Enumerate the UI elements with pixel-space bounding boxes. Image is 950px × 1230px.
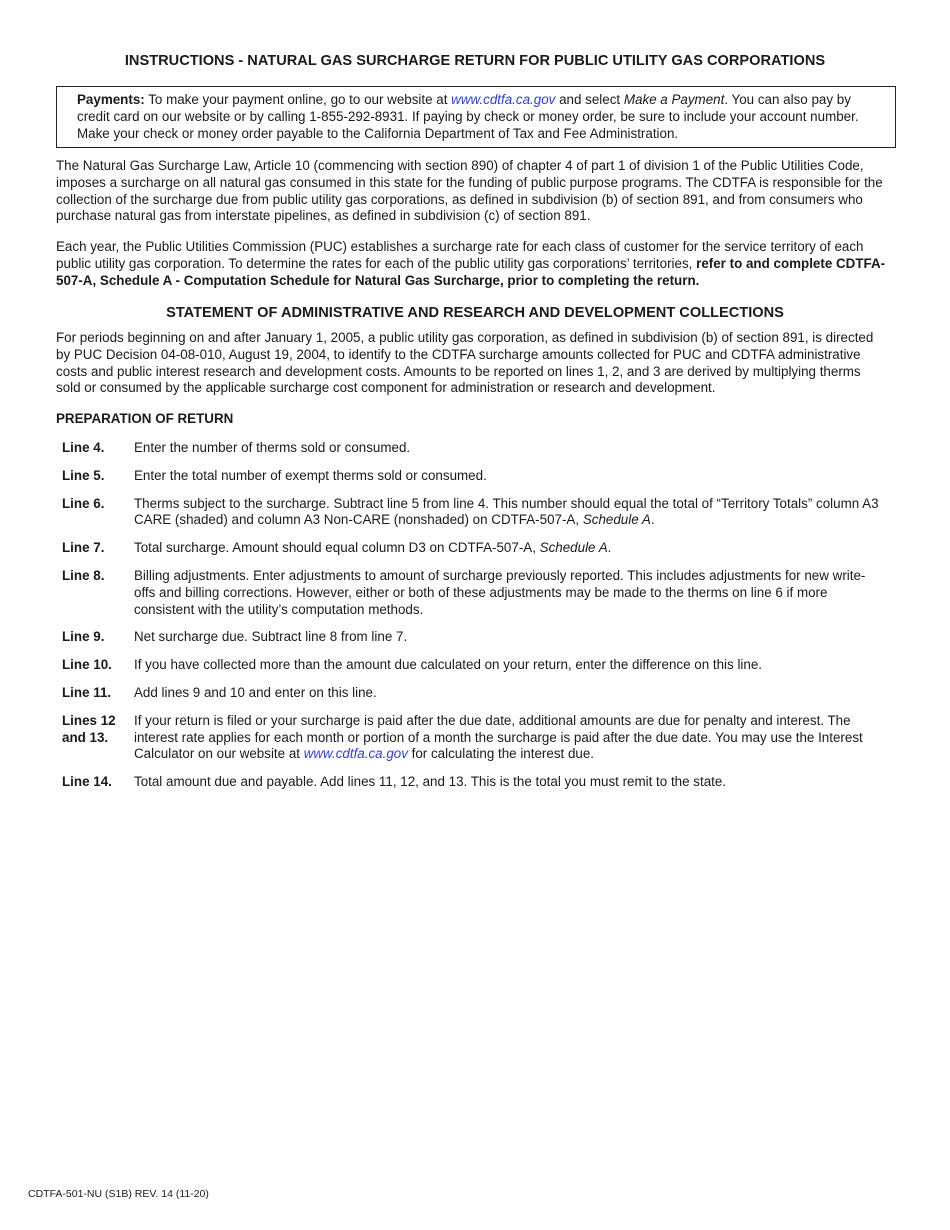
line-10-row (62, 657, 886, 674)
line-8-row (62, 568, 886, 618)
line-label: Line 8. (62, 567, 105, 583)
line-label: Line 4. (62, 440, 105, 455)
line-text: Net surcharge due. Subtract line 8 from line 7. (134, 629, 408, 645)
form-number-footer: CDTFA-501-NU (S1B) REV. 14 (11-20) (28, 1188, 209, 1200)
surcharge-law-paragraph: The Natural Gas Surcharge Law, Article 10 (commencing with section 890) of chapter 4 of part 1 of division 1 of the Public Utilities Code, imposes a surcharge on all natural gas consumed in this state for the funding of public purpose programs. The CDTFA is responsible for the collection of the surcharge due from public utility gas corporations, as defined in subdivision (b) of section 891, and from consumers who purchase natural gas from interstate pipelines, as defined in subdivision (c) of section 891. (56, 158, 883, 224)
line-text: Billing adjustments. Enter adjustments to amount of surcharge previously reported. This includes adjustments for new write-offs and billing corrections. However, either or both of these adjustments may be made to the therms on line 6 if more consistent with the utility’s computation methods. (134, 567, 866, 617)
payments-website-link[interactable]: www.cdtfa.ca.gov (451, 92, 556, 107)
line-6-row (62, 496, 886, 530)
line-14-row (62, 774, 886, 791)
puc-rate-paragraph (56, 239, 886, 289)
line-text: Enter the total number of exempt therms sold or consumed. (134, 467, 487, 483)
line-text: If you have collected more than the amount due calculated on your return, enter the difference on this line. (134, 657, 763, 673)
line-instructions (62, 440, 886, 802)
schedule-a-text: Schedule A (582, 512, 651, 528)
statement-paragraph: For periods beginning on and after January 1, 2005, a public utility gas corporation, as defined in subdivision (b) of section 891, is directed by PUC Decision 04-08-010, August 19, 2004, to identify to the CDTFA surcharge amounts collected for PUC and CDTFA administrative costs and public interest research and development costs. Amounts to be reported on lines 1, 2, and 3 are derived by multiplying therms sold or consumed by the applicable surcharge cost component for administration or research and development. (56, 330, 874, 396)
line-text (134, 540, 886, 557)
line-text (134, 713, 886, 763)
line-text: Enter the number of therms sold or consumed. (134, 440, 411, 455)
payments-box (56, 86, 896, 148)
payments-text-b: and select (555, 92, 624, 107)
line-9-row (62, 629, 886, 646)
lines-12-13-row (62, 713, 886, 763)
section-heading-statement: STATEMENT OF ADMINISTRATIVE AND RESEARCH AND DEVELOPMENT COLLECTIONS (166, 305, 784, 321)
line-7-row (62, 540, 886, 557)
schedule-a-text: Schedule A (539, 540, 608, 556)
line-label-b: and 13. (62, 729, 109, 745)
line-label: Line 11. (62, 684, 112, 700)
line-label: Line 6. (62, 495, 105, 511)
line-4-row (62, 440, 886, 457)
payments-text-a: To make your payment online, go to our website at (144, 92, 452, 107)
line-label: Line 9. (62, 629, 105, 645)
line-6-end: . (650, 512, 655, 528)
line-label: Line 7. (62, 540, 105, 556)
line-6-text: Therms subject to the surcharge. Subtract line 5 from line 4. This number should equal the total of “Territory Totals” column A3 CARE (shaded) and column A3 Non-CARE (nonshaded) on CDTFA-507-A, (134, 495, 879, 528)
line-5-row (62, 468, 886, 485)
line-7-end: . (607, 540, 612, 556)
page-title: INSTRUCTIONS - NATURAL GAS SURCHARGE RETURN FOR PUBLIC UTILITY GAS CORPORATIONS (124, 53, 826, 69)
line-label: Line 14. (62, 774, 112, 790)
line-11-row (62, 685, 886, 702)
puc-rate-text: Each year, the Public Utilities Commission (PUC) establishes a surcharge rate for each class of customer for the service territory of each public utility gas corporation. To determine the rates for each of the public utility gas corporations’ territories, (56, 239, 864, 271)
line-text: Add lines 9 and 10 and enter on this line. (134, 684, 377, 700)
line-label: Line 5. (62, 467, 105, 483)
line-label: Line 10. (62, 657, 112, 673)
line-label (62, 713, 134, 763)
lines-12-13-text: If your return is filed or your surcharge is paid after the due date, additional amounts are due for penalty and interest. The interest rate applies for each month or portion of a month the surcharge is paid after the due date. You may use the Interest Calculator on our website at (134, 712, 863, 762)
line-text: Total amount due and payable. Add lines 11, 12, and 13. This is the total you must remit to the state. (134, 774, 727, 790)
interest-calculator-link[interactable]: www.cdtfa.ca.gov (303, 746, 408, 762)
line-label-a: Lines 12 (62, 712, 116, 728)
line-7-text: Total surcharge. Amount should equal column D3 on CDTFA-507-A, (134, 540, 540, 556)
preparation-heading: PREPARATION OF RETURN (56, 411, 234, 426)
payments-text-c: . You can also pay by credit card on our website or by calling 1-855-292-8931. If paying by check or money order, be sure to include your account number. Make your check or money order payable to the California Department of Tax and Fee Administration. (77, 92, 859, 141)
line-text (134, 496, 886, 530)
make-a-payment-text: Make a Payment (623, 92, 725, 107)
lines-12-13-end: for calculating the interest due. (407, 746, 595, 762)
payments-label: Payments: (77, 92, 145, 107)
puc-rate-bold-text: refer to and complete CDTFA-507-A, Schedule A - Computation Schedule for Natural Gas Surcharge, prior to completing the return. (56, 255, 886, 288)
